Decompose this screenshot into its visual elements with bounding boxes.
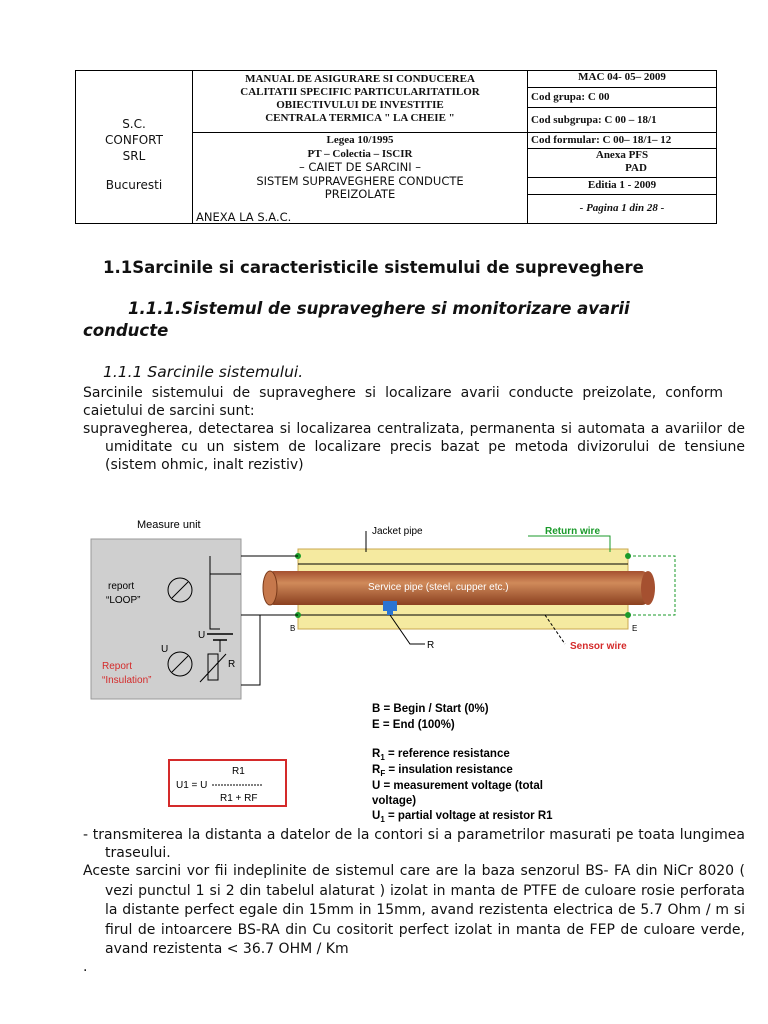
anexa-pfs-cell bbox=[528, 149, 716, 178]
system-line: SISTEM SUPRAVEGHERE CONDUCTE bbox=[256, 173, 464, 188]
monitoring-diagram bbox=[80, 494, 688, 828]
svg-text:B = Begin / Start (0%): B = Begin / Start (0%) bbox=[372, 703, 489, 715]
report-insulation-label: Report bbox=[102, 661, 133, 672]
svg-text:R: R bbox=[427, 640, 435, 651]
subsection-title-line1: 1.1.1.Sistemul de supraveghere si monitorizare avarii bbox=[128, 299, 630, 318]
cod-grupa: Cod grupa: C 00 bbox=[528, 88, 716, 108]
sensor-wire-label: Sensor wire bbox=[570, 641, 627, 652]
svg-text:U = measurement voltage (tot: U = measurement voltage (total bbox=[372, 780, 543, 792]
svg-text:U: U bbox=[198, 630, 206, 641]
pt-text: PT – Colectia – ISCIR bbox=[307, 147, 413, 160]
pad-label: PAD bbox=[625, 162, 647, 174]
svg-text:voltage): voltage) bbox=[372, 795, 417, 807]
system-line: PREIZOLATE bbox=[324, 187, 396, 201]
section-title: 1.1Sarcinile si caracteristicile sistemului de supreveghere bbox=[103, 258, 644, 277]
service-pipe-label: Service pipe (steel, cupper etc.) bbox=[368, 582, 509, 593]
company-line: CONFORT bbox=[105, 133, 163, 147]
svg-text:U: U bbox=[161, 644, 169, 655]
svg-text:R1: R1 bbox=[232, 766, 245, 777]
svg-text:E = End (100%): E = End (100%) bbox=[372, 719, 455, 731]
company-city: Bucuresti bbox=[105, 178, 163, 192]
anexa-text: ANEXA LA S.A.C. bbox=[196, 209, 292, 224]
pagina: - Pagina 1 din 28 - bbox=[579, 202, 665, 214]
svg-text:R1 + RF: R1 + RF bbox=[220, 793, 258, 804]
manual-title-line: MANUAL DE ASIGURARE SI CONDUCEREA bbox=[245, 73, 475, 85]
svg-text:“LOOP”: “LOOP” bbox=[106, 595, 141, 606]
svg-text:report: report bbox=[108, 581, 135, 592]
mac-code: MAC 04- 05– 2009 bbox=[528, 71, 716, 88]
svg-text:R1 = reference resistance: $R_1$ = reference resistance bbox=[372, 748, 510, 762]
company-line: S.C. bbox=[122, 117, 146, 131]
svg-text:B: B bbox=[290, 624, 296, 633]
trailing-dot: . bbox=[83, 959, 88, 975]
codes-cell bbox=[527, 71, 716, 223]
company-line: SRL bbox=[122, 149, 146, 163]
intro-paragraph: Sarcinile sistemului de supraveghere si localizare avarii conducte preizolate, conform caietului de sarcini sunt: bbox=[83, 385, 723, 419]
subsection-title bbox=[83, 298, 723, 342]
caiet-text: – CAIET DE SARCINI – bbox=[298, 160, 422, 174]
cod-subgrupa: Cod subgrupa: C 00 – 18/1 bbox=[528, 108, 716, 133]
body-paragraph: Aceste sarcini vor fii indeplinite de sistemul care are la baza senzorul BS- FA din NiCr 8020 ( vezi punctul 1 si 2 din tabelul alaturat ) izolat in manta de PTFE de culoare rosie perforata la distante perfect egale din 15mm in 15mm, avand rezistenta electrica de 5.7 Ohm / m si firul de intoarcere BS-RA din Cu cositorit perfect izolat in manta de FEP de culoare verde, avand rezistenta < 36.7 OHM / Km bbox=[83, 863, 745, 957]
manual-title-line: OBIECTIVULUI DE INVESTITIE bbox=[276, 99, 444, 111]
svg-text:U1 = U: U1 = U bbox=[176, 780, 208, 791]
editia: Editia 1 - 2009 bbox=[528, 178, 716, 195]
svg-text:E: E bbox=[632, 624, 638, 633]
regulation-cell bbox=[193, 133, 527, 224]
svg-text:U1 = partial voltage at resist: $U_1$ = partial voltage at resistor R1 bbox=[372, 810, 553, 824]
svg-text:R: R bbox=[228, 659, 236, 670]
company-cell bbox=[76, 71, 193, 223]
manual-title-cell bbox=[193, 71, 527, 133]
cod-formular: Cod formular: C 00– 18/1– 12 bbox=[528, 133, 716, 149]
subsubsection-title: 1.1.1 Sarcinile sistemului. bbox=[103, 363, 304, 381]
anexa-pfs: Anexa PFS bbox=[595, 149, 649, 161]
subsection-title-line2: conducte bbox=[83, 321, 169, 340]
measure-unit-label: Measure unit bbox=[137, 519, 201, 531]
bullet-transmission: - transmiterea la distanta a datelor de la contori si a parametrilor masurati pe toata lungimea traseului. bbox=[83, 827, 745, 861]
jacket-pipe-label: Jacket pipe bbox=[372, 526, 423, 537]
svg-text:RF = insulation resistance: $R_F$ = insulation resistance bbox=[372, 764, 513, 778]
manual-title-line: CALITATII SPECIFIC PARTICULARITATILOR bbox=[240, 86, 480, 98]
manual-title-line: CENTRALA TERMICA " LA CHEIE " bbox=[265, 112, 455, 124]
bullet-supervision: supravegherea, detectarea si localizarea centralizata, permanenta si automata a avariilor de umiditate cu un sistem de localizare precis bazat pe metoda divizorului de tensiune (sistem ohmic, inalt rezistiv) bbox=[83, 421, 745, 473]
return-wire-label: Return wire bbox=[545, 526, 601, 537]
document-header-table bbox=[75, 70, 717, 224]
law-text: Legea 10/1995 bbox=[326, 134, 394, 146]
svg-text:“Insulation”: “Insulation” bbox=[102, 675, 152, 686]
